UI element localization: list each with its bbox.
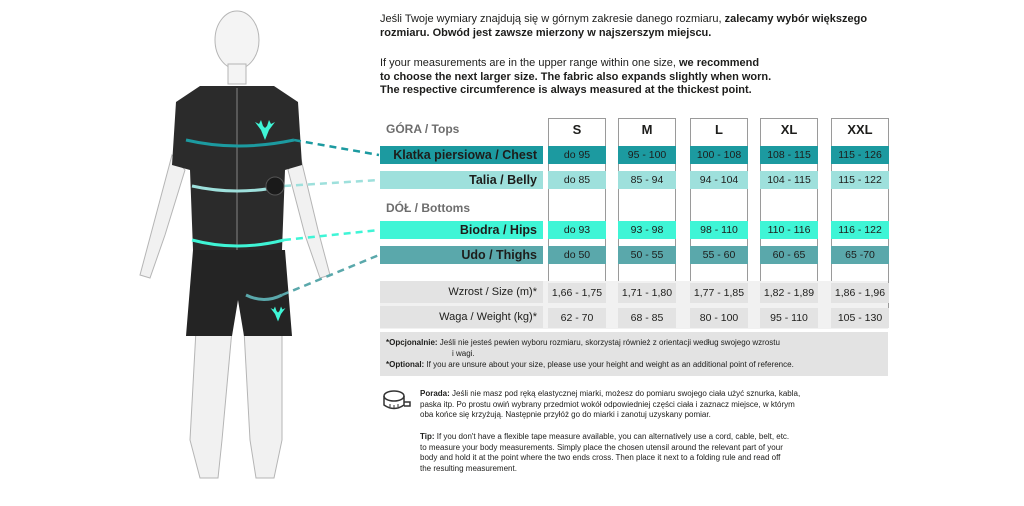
- intro-english: [380, 57, 910, 98]
- optional-pl-text: Jeśli nie jesteś pewien wyboru rozmiaru, skorzystaj również z orientacji według swojego wzrostu: [439, 338, 780, 347]
- size-header-m: M: [641, 121, 653, 137]
- cell-height-xl: 1,82 - 1,89: [760, 283, 818, 303]
- row-label-weight: Waga / Weight (kg)*: [380, 306, 543, 328]
- cell-height-l: 1,77 - 1,85: [690, 283, 748, 303]
- tip-en-text-2: to measure your body measurements. Simply place the chosen utensil around the relevant part of your: [420, 442, 783, 452]
- intro-pl-bold: zalecamy wybór większego: [724, 13, 868, 25]
- cell-belly-m: 85 - 94: [618, 171, 676, 189]
- intro-en-bold-3: The respective circumference is always measured at the thickest point.: [380, 84, 752, 96]
- size-header-xxl: XXL: [847, 121, 873, 137]
- row-label-height: Wzrost / Size (m)*: [380, 281, 543, 303]
- optional-pl-text-2: i wagi.: [452, 348, 475, 358]
- cell-chest-s: do 95: [548, 146, 606, 164]
- cell-thighs-xxl: 65 -70: [831, 246, 889, 264]
- intro-polish: [380, 13, 910, 40]
- tip-pl-text-1: Jeśli nie masz pod ręką elastycznej miarki, możesz do pomiaru swojego ciała użyć sznurka, kabla,: [452, 389, 801, 398]
- cell-hips-xl: 110 - 116: [760, 221, 818, 239]
- optional-note-en: [386, 360, 886, 371]
- row-label-belly: Talia / Belly: [380, 171, 543, 189]
- size-header-l: L: [715, 121, 723, 137]
- tip-pl-label: Porada:: [420, 389, 450, 398]
- cell-hips-m: 93 - 98: [618, 221, 676, 239]
- optional-pl-label: *Opcjonalnie:: [386, 338, 438, 347]
- cell-height-xxl: 1,86 - 1,96: [831, 283, 889, 303]
- optional-en-text: If you are unsure about your size, please use your height and weight as an additional point of reference.: [426, 360, 794, 369]
- tip-en-text-1: If you don't have a flexible tape measure available, you can alternatively use a cord, cable, belt, etc.: [436, 432, 790, 441]
- cell-hips-l: 98 - 110: [690, 221, 748, 239]
- intro-en-bold-2: to choose the next larger size. The fabric also expands slightly when worn.: [380, 70, 772, 83]
- intro-en-text: If your measurements are in the upper range within one size,: [380, 57, 679, 69]
- body-figure: [0, 0, 380, 506]
- cell-belly-xl: 104 - 115: [760, 171, 818, 189]
- cell-height-m: 1,71 - 1,80: [618, 283, 676, 303]
- tip-en-text-3: body and hold it at the point where the two ends cross. Then place it next to a folding rule and read off: [420, 453, 781, 462]
- cell-weight-l: 80 - 100: [690, 308, 748, 328]
- tip-en-label: Tip:: [420, 432, 435, 441]
- tip-pl-text-2: paska itp. Po prostu owiń wybrany przedmiot wokół odpowiedniej części ciała i zaznacz miejsce, w którym: [420, 399, 795, 409]
- size-header-xl: XL: [780, 121, 798, 137]
- cell-chest-xl: 108 - 115: [760, 146, 818, 164]
- cell-chest-m: 95 - 100: [618, 146, 676, 164]
- cell-weight-xl: 95 - 110: [760, 308, 818, 328]
- cell-chest-xxl: 115 - 126: [831, 146, 889, 164]
- optional-en-label: *Optional:: [386, 360, 425, 369]
- cell-hips-xxl: 116 - 122: [831, 221, 889, 239]
- cell-hips-s: do 93: [548, 221, 606, 239]
- tip-polish: [420, 389, 820, 421]
- row-label-thighs: Udo / Thighs: [380, 246, 543, 264]
- cell-belly-l: 94 - 104: [690, 171, 748, 189]
- optional-note-pl: [386, 338, 886, 359]
- cell-belly-xxl: 115 - 122: [831, 171, 889, 189]
- size-header-s: S: [572, 121, 582, 137]
- stag-logo-icon: [252, 118, 278, 142]
- intro-pl-text: Jeśli Twoje wymiary znajdują się w górnym zakresie danego rozmiaru,: [380, 13, 725, 25]
- tip-pl-text-3: oba końce się krzyżują. Następnie przyłóż go do miarki i zanotuj uzyskany pomiar.: [420, 410, 711, 419]
- cell-weight-m: 68 - 85: [618, 308, 676, 328]
- cell-chest-l: 100 - 108: [690, 146, 748, 164]
- intro-pl-bold-2: rozmiaru. Obwód jest zawsze mierzony w najszerszym miejscu.: [380, 26, 712, 39]
- cell-thighs-xl: 60 - 65: [760, 246, 818, 264]
- cell-height-s: 1,66 - 1,75: [548, 283, 606, 303]
- cell-thighs-m: 50 - 55: [618, 246, 676, 264]
- tip-english: [420, 432, 820, 474]
- bottoms-heading: DÓŁ / Bottoms: [386, 201, 470, 215]
- cell-thighs-s: do 50: [548, 246, 606, 264]
- tip-en-text-4: the resulting measurement.: [420, 463, 517, 473]
- cell-belly-s: do 85: [548, 171, 606, 189]
- cell-thighs-l: 55 - 60: [690, 246, 748, 264]
- stag-logo-icon: [268, 305, 288, 323]
- row-label-chest: Klatka piersiowa / Chest: [380, 146, 543, 164]
- row-label-hips: Biodra / Hips: [380, 221, 543, 239]
- tape-measure-icon: [382, 388, 412, 414]
- cell-weight-s: 62 - 70: [548, 308, 606, 328]
- intro-en-bold: we recommend: [679, 57, 760, 69]
- cell-weight-xxl: 105 - 130: [831, 308, 889, 328]
- tops-heading: GÓRA / Tops: [386, 122, 460, 136]
